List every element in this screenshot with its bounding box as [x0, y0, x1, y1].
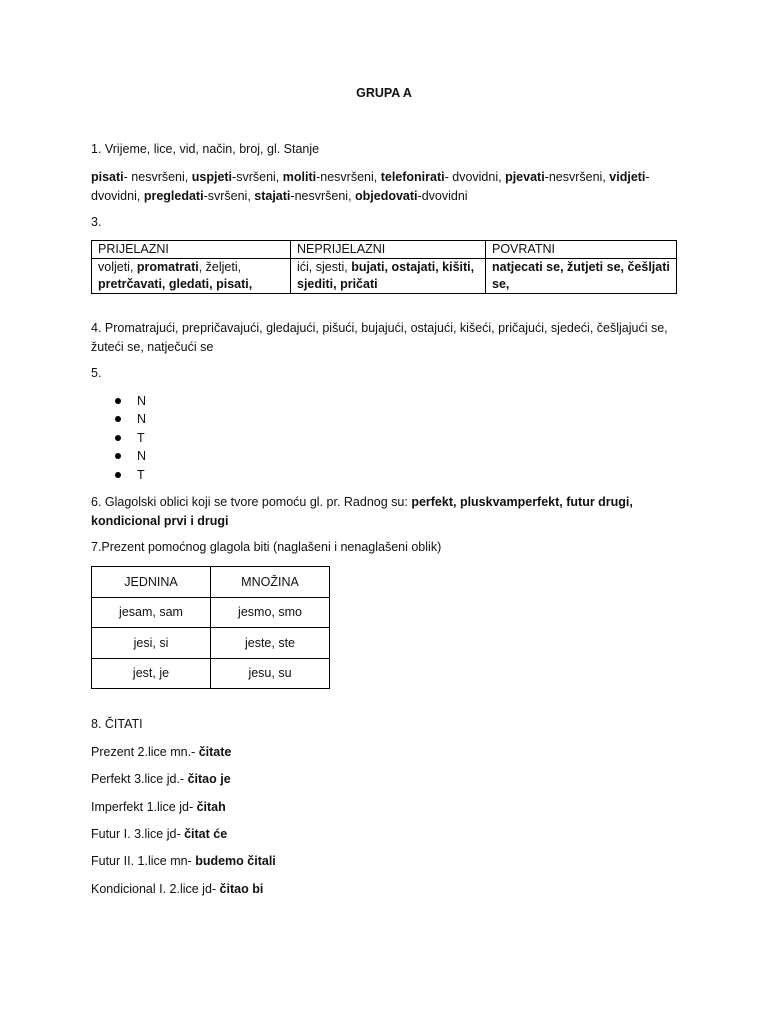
table-cell: jesu, su: [211, 658, 330, 689]
list-item: [91, 429, 146, 447]
table-cell: jeste, ste: [211, 628, 330, 659]
question-5-list: [91, 392, 146, 484]
table-cell: jesam, sam: [92, 597, 211, 628]
form-answer: čitate: [198, 745, 232, 759]
table-row: [92, 259, 677, 294]
q8-line: [91, 880, 681, 899]
form-answer: čitah: [196, 800, 226, 814]
verb: stajati: [254, 188, 291, 203]
bullet-icon: [115, 398, 121, 404]
table-cell: jesi, si: [92, 628, 211, 659]
verb: pisati: [91, 170, 124, 184]
table-cell: jest, je: [92, 658, 211, 689]
list-item: [91, 410, 146, 428]
bullet-icon: [115, 416, 121, 422]
question-4: 4. Promatrajući, prepričavajući, gledajući, pišući, bujajući, ostajući, kišeći, pričajući, sjedeći, češljajući se, žuteći se, natječući se: [91, 321, 668, 354]
table-row: [92, 628, 330, 659]
cell-bold-text: pretrčavati, gledati, pisati,: [98, 277, 253, 291]
cell-bold-text: bujati, ostajati, kišiti, sjediti, pričati: [297, 260, 475, 291]
cell-neprijelazni: [291, 259, 486, 294]
list-item-text: N: [137, 412, 147, 427]
verb: vidjeti: [609, 170, 646, 184]
q8-line: [91, 770, 681, 789]
verb-aspect: -nesvršeni,: [544, 170, 610, 184]
form-label: Futur II. 1.lice mn-: [91, 854, 196, 868]
list-item-text: T: [137, 430, 145, 445]
cell-text: , željeti,: [198, 260, 242, 274]
q8-line: [91, 825, 681, 844]
page-title: GRUPA A: [356, 86, 412, 100]
form-label: Perfekt 3.lice jd.-: [91, 772, 188, 786]
cell-bold-text: natjecati se, žutjeti se, češljati se,: [492, 260, 670, 291]
verb-aspect: -svršeni,: [203, 188, 255, 203]
verb-aspect: -svršeni,: [232, 170, 283, 184]
cell-bold-text: promatrati: [136, 260, 199, 274]
cell-povratni: [486, 259, 677, 294]
table-row: [92, 658, 330, 689]
table-header-row: [92, 241, 677, 259]
cell-prijelazni: [92, 259, 291, 294]
question-5-label: 5.: [91, 366, 102, 380]
question-6-answer: perfekt, pluskvamperfekt, futur drugi, kondicional prvi i drugi: [91, 495, 633, 528]
header-neprijelazni: NEPRIJELAZNI: [291, 241, 486, 259]
form-answer: čitao bi: [219, 882, 264, 896]
form-label: Futur I. 3.lice jd-: [91, 827, 185, 841]
verb-aspect: -dvovidni: [417, 188, 468, 203]
header-povratni: POVRATNI: [486, 241, 677, 259]
verb-aspect: -nesvršeni,: [316, 170, 381, 184]
verb-aspect: - nesvršeni,: [123, 170, 192, 184]
verb: moliti: [282, 170, 317, 184]
bullet-icon: [115, 435, 121, 441]
list-item-text: N: [137, 449, 147, 464]
bullet-icon: [115, 472, 121, 478]
list-item: [91, 466, 146, 484]
form-answer: čitao je: [187, 772, 231, 786]
form-label: Prezent 2.lice mn.-: [91, 745, 199, 759]
verb: objedovati: [355, 188, 418, 203]
table-header-row: [92, 567, 330, 598]
q8-line: [91, 852, 681, 871]
verb-aspect: - dvovidni,: [444, 170, 506, 184]
question-6-text: 6. Glagolski oblici koji se tvore pomoću gl. pr. Radnog su:: [91, 495, 412, 509]
question-2: [91, 168, 681, 205]
header-jednina: JEDNINA: [92, 567, 211, 598]
cell-text: ići, sjesti,: [297, 260, 352, 274]
table-row: [92, 597, 330, 628]
verb-aspect: -dvovidni,: [91, 170, 650, 203]
cell-text: voljeti,: [98, 260, 137, 274]
form-answer: budemo čitali: [195, 854, 276, 868]
question-8-label: 8. ČITATI: [91, 717, 143, 731]
form-answer: čitat će: [184, 827, 228, 841]
verb-transitivity-table: [91, 240, 677, 294]
verb: pjevati: [505, 170, 545, 184]
q8-line: [91, 743, 681, 762]
list-item-text: T: [137, 467, 145, 482]
list-item: [91, 447, 146, 465]
table-cell: jesmo, smo: [211, 597, 330, 628]
verb: telefonirati: [380, 170, 445, 184]
list-item-text: N: [137, 394, 147, 408]
verb: pregledati: [143, 188, 204, 203]
question-6: [91, 493, 681, 530]
form-label: Kondicional I. 2.lice jd-: [91, 882, 220, 896]
question-1: 1. Vrijeme, lice, vid, način, broj, gl. Stanje: [91, 142, 320, 156]
form-label: Imperfekt 1.lice jd-: [91, 800, 197, 814]
verb: uspjeti: [191, 170, 233, 184]
verb-aspect: -nesvršeni,: [290, 188, 356, 203]
question-7: 7.Prezent pomoćnog glagola biti (naglašeni i nenaglašeni oblik): [91, 540, 442, 554]
bullet-icon: [115, 453, 121, 459]
list-item: [91, 392, 146, 410]
prezent-biti-table: [91, 566, 330, 689]
header-mnozina: MNOŽINA: [211, 567, 330, 598]
q8-line: [91, 798, 681, 817]
header-prijelazni: PRIJELAZNI: [92, 241, 291, 259]
question-3-label: 3.: [91, 215, 102, 229]
